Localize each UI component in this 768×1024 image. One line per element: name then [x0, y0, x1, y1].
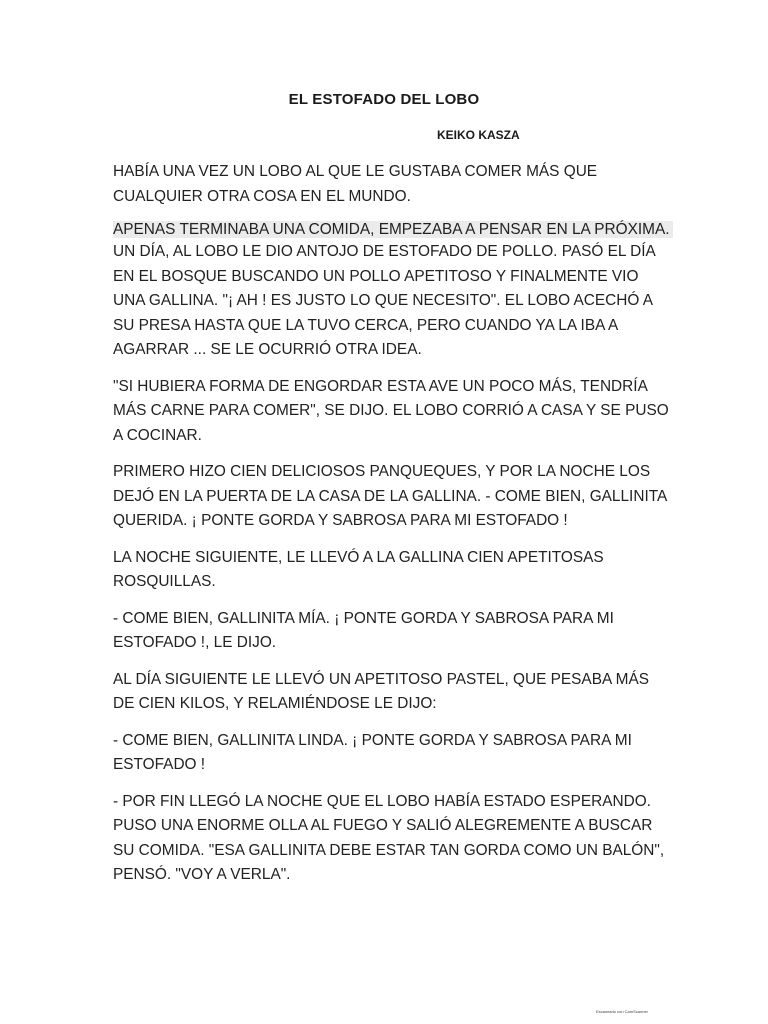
- paragraph-5: PRIMERO HIZO CIEN DELICIOSOS PANQUEQUES, Y POR LA NOCHE LOS DEJÓ EN LA PUERTA DE LA CASA DE LA GALLINA. - COME BIEN, GALLINITA QUERIDA. ¡ PONTE GORDA Y SABROSA PARA MI ESTOFADO !: [113, 463, 667, 529]
- paragraph-7: - COME BIEN, GALLINITA MÍA. ¡ PONTE GORDA Y SABROSA PARA MI ESTOFADO !, LE DIJO.: [113, 609, 614, 651]
- paragraph-10: - POR FIN LLEGÓ LA NOCHE QUE EL LOBO HABÍA ESTADO ESPERANDO. PUSO UNA ENORME OLLA AL FUEGO Y SALIÓ ALEGREMENTE A BUSCAR SU COMIDA. "ESA GALLINITA DEBE ESTAR TAN GORDA COMO UN BALÓN", PENSÓ. "VOY A VERLA".: [113, 792, 665, 883]
- document-author: KEIKO KASZA: [437, 128, 520, 142]
- paragraph-1: HABÍA UNA VEZ UN LOBO AL QUE LE GUSTABA COMER MÁS QUE CUALQUIER OTRA COSA EN EL MUNDO.: [113, 163, 598, 205]
- paragraph-2: APENAS TERMINABA UNA COMIDA, EMPEZABA A PENSAR EN LA PRÓXIMA.: [113, 221, 673, 238]
- paragraph-6: LA NOCHE SIGUIENTE, LE LLEVÓ A LA GALLINA CIEN APETITOSAS ROSQUILLAS.: [113, 548, 604, 590]
- scanner-watermark: Escaneado con CamScanner: [595, 1009, 648, 1014]
- document-title: EL ESTOFADO DEL LOBO: [288, 91, 480, 108]
- paragraph-9: - COME BIEN, GALLINITA LINDA. ¡ PONTE GORDA Y SABROSA PARA MI ESTOFADO !: [113, 731, 632, 773]
- document-body: [113, 160, 673, 900]
- paragraph-8: AL DÍA SIGUIENTE LE LLEVÓ UN APETITOSO PASTEL, QUE PESABA MÁS DE CIEN KILOS, Y RELAMIÉNDOSE LE DIJO:: [113, 670, 650, 712]
- paragraph-4: "SI HUBIERA FORMA DE ENGORDAR ESTA AVE UN POCO MÁS, TENDRÍA MÁS CARNE PARA COMER", SE DIJO. EL LOBO CORRIÓ A CASA Y SE PUSO A COCINAR.: [113, 377, 669, 444]
- paragraph-3: UN DÍA, AL LOBO LE DIO ANTOJO DE ESTOFADO DE POLLO. PASÓ EL DÍA EN EL BOSQUE BUSCANDO UN POLLO APETITOSO Y FINALMENTE VIO UNA GALLINA. "¡ AH ! ES JUSTO LO QUE NECESITO". EL LOBO ACECHÓ A SU PRESA HASTA QUE LA TUVO CERCA, PERO CUANDO YA LA IBA A AGARRAR ... SE LE OCURRIÓ OTRA IDEA.: [113, 243, 655, 358]
